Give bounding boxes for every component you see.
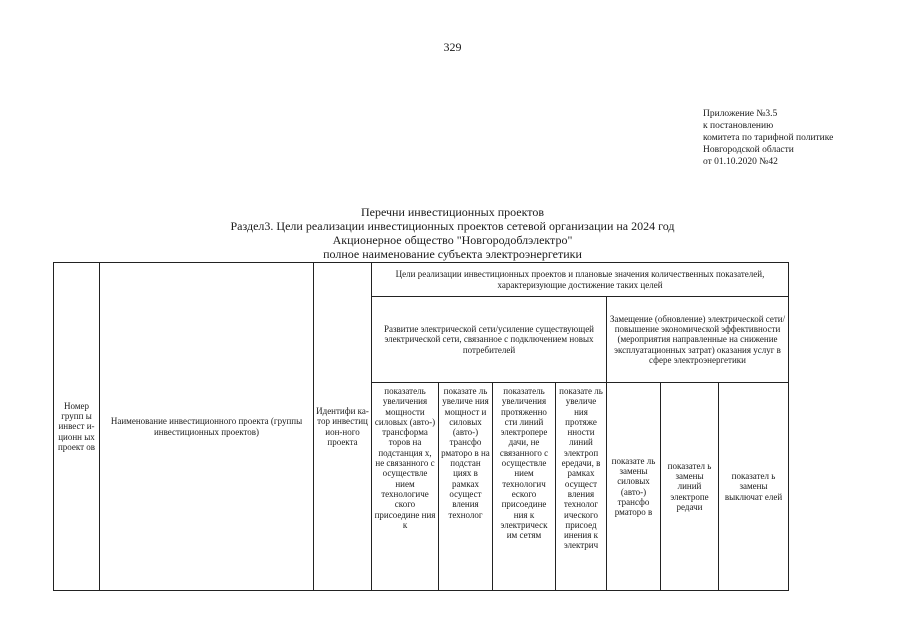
document-titles	[0, 205, 905, 261]
title-organization-note: полное наименование субъекта электроэнергетики	[323, 247, 582, 261]
appendix-line: к постановлению	[703, 121, 774, 131]
investment-goals-table	[53, 262, 789, 591]
indicator-header: показате ль увеличе ния протяже нности линий электроп ередачи, в рамках осущест вления технолог ического присоед инения к электрич	[556, 383, 607, 591]
page-number: 329	[443, 40, 462, 54]
indicator-header: показател ь замены линий электропе редачи	[661, 383, 719, 591]
appendix-line: комитета по тарифной политике	[703, 133, 834, 143]
title-list-of-projects: Перечни инвестиционных проектов	[360, 205, 545, 219]
header-development: Развитие электрической сети/усиление существующей электрической сети, связанное с подключением новых потребителей	[372, 297, 607, 383]
header-group-number: Номер групп ы инвест и- ционн ых проект ов	[54, 263, 100, 591]
indicator-header: показатель увеличения протяженно сти линий электропере дачи, не связанного с осуществле нием технологич еского присоедине ния к электрическ им сетям	[493, 383, 556, 591]
indicator-header: показатель увеличения мощности силовых (авто-) трансформа торов на подстанция х, не связанного с осуществле нием технологиче ского присоедине ния к	[372, 383, 439, 591]
indicator-header: показател ь замены выключат елей	[719, 383, 789, 591]
title-organization: Акционерное общество "Новгородоблэлектро"	[332, 233, 573, 247]
title-section: Раздел3. Цели реализации инвестиционных проектов сетевой организации на 2024 год	[230, 219, 675, 233]
header-goals: Цели реализации инвестиционных проектов и плановые значения количественных показателей, характеризующие достижение таких целей	[372, 263, 789, 297]
indicator-header: показате ль увеличе ния мощност и силовых (авто-) трансфо рматоро в на подстан циях в рамках осущест вления технолог	[439, 383, 493, 591]
header-replacement: Замещение (обновление) электрической сети/повышение экономической эффективности (мероприятия направленные на снижение эксплуатационных затрат) оказания услуг в сфере электроэнергетики	[607, 297, 789, 383]
header-project-id: Идентифи ка-тор инвестиц ион-ного проекта	[314, 263, 372, 591]
indicator-header: показате ль замены силовых (авто-) трансфо рматоро в	[607, 383, 661, 591]
header-project-name: Наименование инвестиционного проекта (группы инвестиционных проектов)	[100, 263, 314, 591]
appendix-line: Новгородской области	[703, 145, 794, 155]
appendix-note	[703, 108, 833, 168]
appendix-line: от 01.10.2020 №42	[703, 157, 778, 167]
appendix-line: Приложение №3.5	[703, 109, 778, 119]
